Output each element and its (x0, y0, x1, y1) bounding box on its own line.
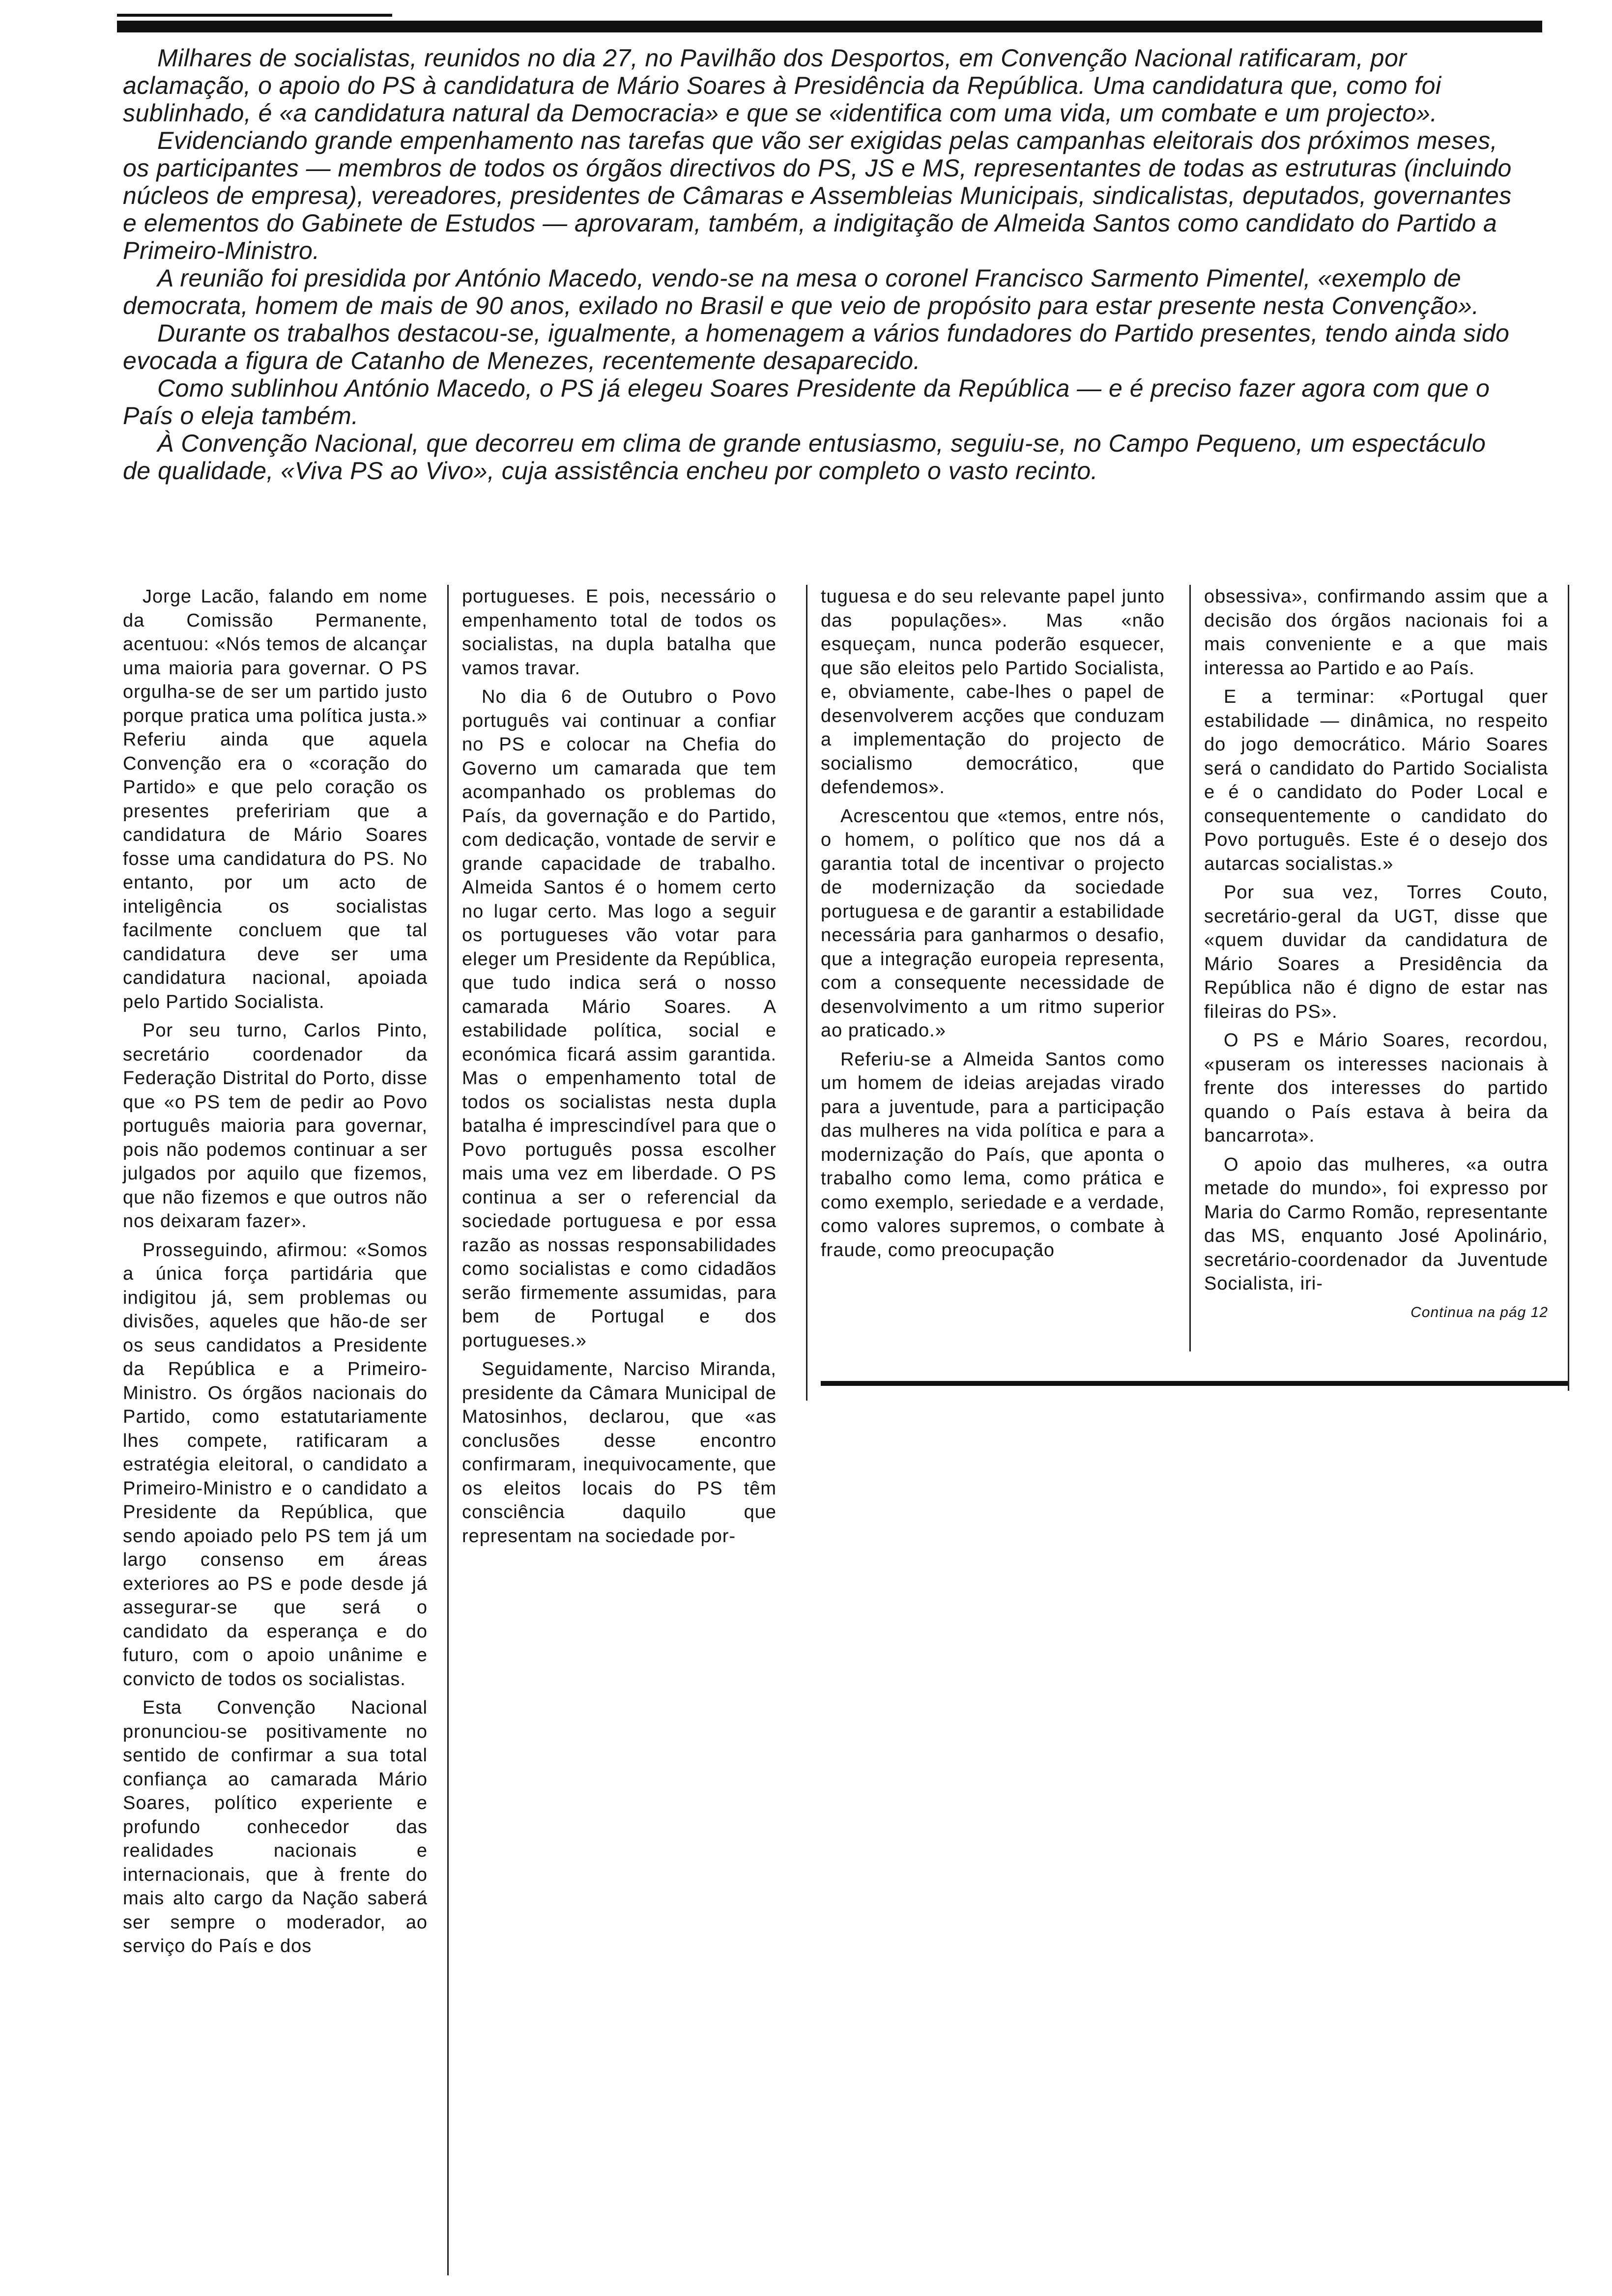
column-paragraph: tuguesa e do seu relevante papel junto das populações». Mas «não esqueçam, nunca poderão esquecer, que são eleitos pelo Partido Socialista, e, obviamente, cabe-lhes o papel de desenvolverem acções que conduzam a implementação do projecto de socialismo democrático, que defendemos». (821, 586, 1165, 798)
column-paragraph: E a terminar: «Portugal quer estabilidade — dinâmica, no respeito do jogo democrático. Mário Soares será o candidato do Partido Socialista e é o candidato do Poder Local e consequentemente o candidato do Povo português. Este é o desejo dos autarcas socialistas.» (1204, 687, 1548, 874)
column-paragraph: No dia 6 de Outubro o Povo português vai continuar a confiar no PS e colocar na Chefia do Governo um camarada que tem acompanhado os problemas do País, da governação e do Partido, com dedicação, vontade de servir e grande capacidade de trabalho. Almeida Santos é o homem certo no lugar certo. Mas logo a seguir os portugueses vão votar para eleger um Presidente da República, que tudo indica será o nosso camarada Mário Soares. A estabilidade política, social e económica ficará assim garantida. Mas o empenhamento total de todos os socialistas nesta dupla batalha é imprescindível para que o Povo português possa escolher mais uma vez em liberdade. O PS continua a ser o referencial da sociedade portuguesa e por essa razão as nossas responsabilidades como socialistas e como cidadãos serão firmemente assumidas, para bem de Portugal e dos portugueses.» (462, 687, 777, 1351)
column-paragraph: portugueses. E pois, necessário o empenhamento total de todos os socialistas, na dupla batalha que vamos travar. (462, 586, 777, 679)
lead-paragraph: Como sublinhou António Macedo, o PS já elegeu Soares Presidente da República — e é preciso fazer agora com que o País o eleja também. (123, 374, 1490, 430)
column-paragraph: O apoio das mulheres, «a outra metade do mundo», foi expresso por Maria do Carmo Romão, representante das MS, enquanto José Apolinário, secretário-coordenador da Juventude Socialista, iri- (1204, 1154, 1548, 1294)
lead-paragraph: À Convenção Nacional, que decorreu em clima de grande entusiasmo, seguiu-se, no Campo Pequeno, um espectáculo de qualidade, «Viva PS ao Vivo», cuja assistência encheu por completo o vasto recinto. (123, 430, 1486, 485)
column-2 (462, 585, 777, 1553)
column-paragraph: Por seu turno, Carlos Pinto, secretário coordenador da Federação Distrital do Porto, disse que «o PS tem de pedir ao Povo português maioria para governar, pois não podemos continuar a ser julgados por aquilo que fizemos, que não fizemos e que outros não nos deixaram fazer». (123, 1020, 428, 1232)
column-paragraph: Por sua vez, Torres Couto, secretário-geral da UGT, disse que «quem duvidar da candidatura de Mário Soares a Presidência da República não é digno de estar nas fileiras do PS». (1204, 882, 1548, 1022)
lead-paragraph: Durante os trabalhos destacou-se, igualmente, a homenagem a vários fundadores do Partido presentes, tendo ainda sido evocada a figura de Catanho de Menezes, recentemente desaparecido. (123, 319, 1510, 374)
column-3 (821, 585, 1165, 1267)
column-paragraph: Esta Convenção Nacional pronunciou-se positivamente no sentido de confirmar a sua total confiança ao camarada Mário Soares, político experiente e profundo conhecedor das realidades nacionais e internacionais, que à frente do mais alto cargo da Nação saberá ser sempre o moderador, ao serviço do País e dos (123, 1697, 428, 1956)
lead-paragraph: Milhares de socialistas, reunidos no dia 27, no Pavilhão dos Desportos, em Convenção Nacional ratificaram, por aclamação, o apoio do PS à candidatura de Mário Soares à Presidência da República. Uma candidatura que, como foi sublinhado, é «a candidatura natural da Democracia» e que se «identifica com uma vida, um combate e um projecto». (123, 44, 1441, 127)
bottom-rule (821, 1381, 1568, 1386)
column-paragraph: Prosseguindo, afirmou: «Somos a única força partidária que indigitou já, sem problemas ou divisões, aqueles que hão-de ser os seus candidatos a Presidente da República e a Primeiro-Ministro. Os órgãos nacionais do Partido, como estatutariamente lhes compete, ratificaram a estratégia eleitoral, o candidato a Primeiro-Ministro e o candidato a Presidente da República, que sendo apoiado pelo PS tem já um largo consenso em áreas exteriores ao PS e pode desde já assegurar-se que será o candidato da esperança e do futuro, com o apoio unânime e convicto de todos os socialistas. (123, 1239, 428, 1690)
article-columns (123, 585, 1578, 2275)
column-divider (1189, 585, 1191, 1351)
top-rule (117, 21, 1542, 32)
column-divider (1568, 585, 1569, 1391)
column-paragraph: Referiu-se a Almeida Santos como um homem de ideias arejadas virado para a juventude, para a participação das mulheres na vida política e para a modernização do País, que aponta o trabalho como lema, como prática e como exemplo, seriedade e a verdade, como valores supremos, o combate à fraude, como preocupação (821, 1049, 1165, 1261)
lead-paragraph: Evidenciando grande empenhamento nas tarefas que vão ser exigidas pelas campanhas eleitorais dos próximos meses, os participantes — membros de todos os órgãos directivos do PS, JS e MS, representantes de todas as estruturas (incluindo núcleos de empresa), vereadores, presidentes de Câmaras e Assembleias Municipais, sindicalistas, deputados, governantes e elementos do Gabinete de Estudos — aprovaram, também, a indigitação de Almeida Santos como candidato do Partido a Primeiro-Ministro. (123, 127, 1512, 264)
column-paragraph: Seguidamente, Narciso Miranda, presidente da Câmara Municipal de Matosinhos, declarou, que «as conclusões desse encontro confirmaram, inequivocamente, que os eleitos locais do PS têm consciência daquilo que representam na sociedade por- (462, 1359, 777, 1547)
column-divider (447, 585, 449, 2275)
top-thin-rule (117, 14, 392, 17)
column-divider (806, 585, 807, 1401)
lead-text (123, 44, 1514, 485)
column-1 (123, 585, 428, 1963)
column-4 (1204, 585, 1548, 1324)
continued-note: Continua na pág 12 (1410, 1304, 1548, 1320)
column-paragraph: Jorge Lacão, falando em nome da Comissão Permanente, acentuou: «Nós temos de alcançar uma maioria para governar. O PS orgulha-se de ser um partido justo porque pratica uma política justa.» Referiu ainda que aquela Convenção era o «coração do Partido» e que pelo coração os presentes prefeririam que a candidatura de Mário Soares fosse uma candidatura do PS. No entanto, por um acto de inteligência os socialistas facilmente concluem que tal candidatura deve ser uma candidatura nacional, apoiada pelo Partido Socialista. (123, 586, 428, 1012)
column-paragraph: O PS e Mário Soares, recordou, «puseram os interesses nacionais à frente dos interesses do partido quando o País estava à beira da bancarrota». (1204, 1030, 1548, 1146)
column-paragraph: obsessiva», confirmando assim que a decisão dos órgãos nacionais foi a mais conveniente e a que mais interessa ao Partido e ao País. (1204, 586, 1548, 679)
column-paragraph: Acrescentou que «temos, entre nós, o homem, o político que nos dá a garantia total de incentivar o projecto de modernização da sociedade portuguesa e de garantir a estabilidade necessária para ganharmos o desafio, que a integração europeia representa, com a consequente necessidade de desenvolvimento a um ritmo superior ao praticado.» (821, 805, 1165, 1041)
lead-paragraph: A reunião foi presidida por António Macedo, vendo-se na mesa o coronel Francisco Sarmento Pimentel, «exemplo de democrata, homem de mais de 90 anos, exilado no Brasil e que veio de propósito para estar presente nesta Convenção». (123, 264, 1479, 319)
